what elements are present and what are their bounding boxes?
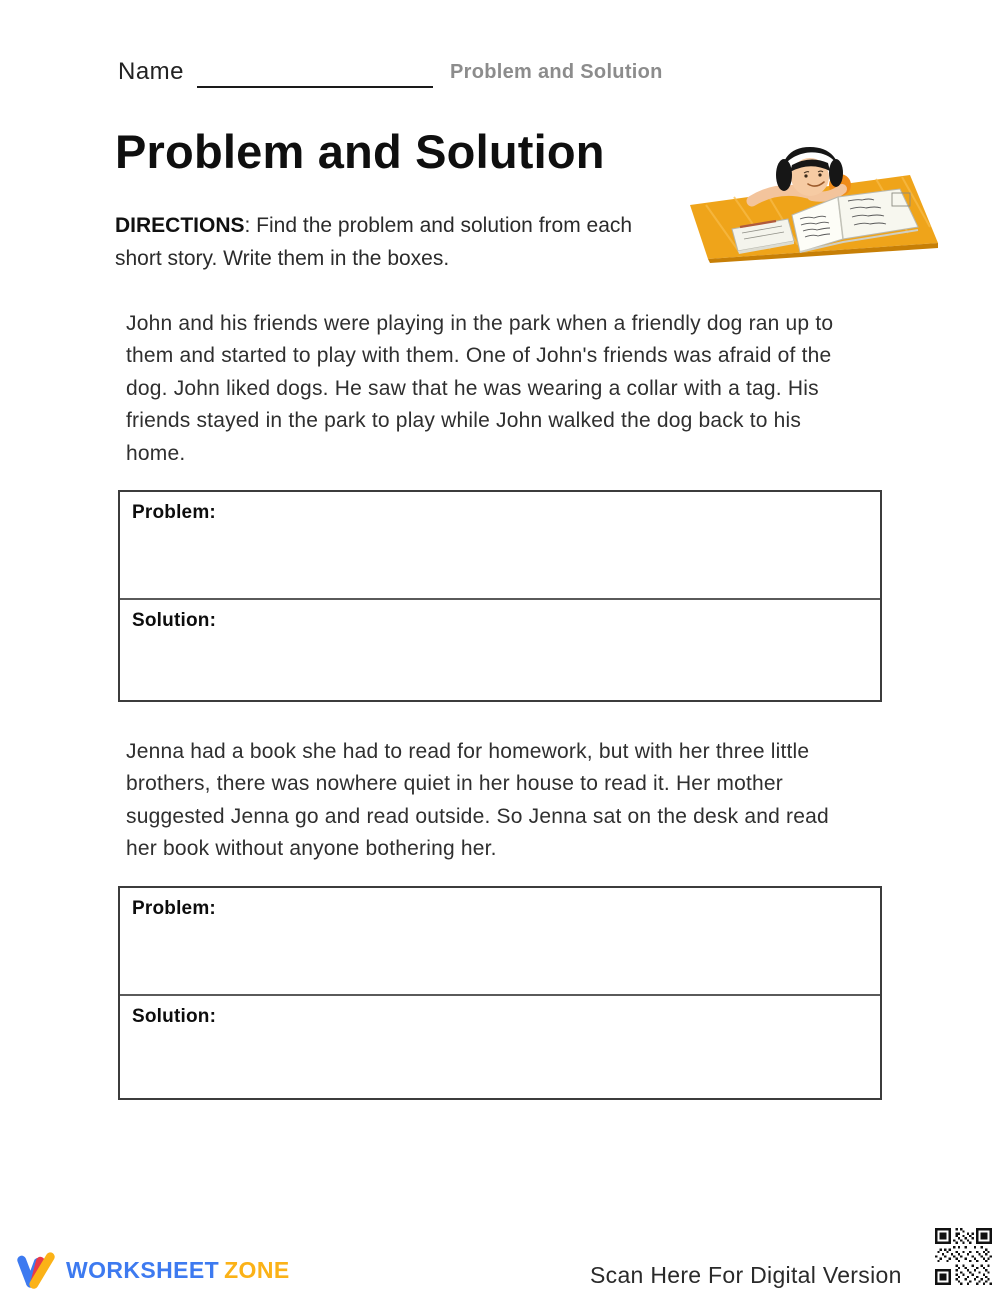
- name-label: Name: [118, 58, 185, 85]
- problem-write-area-1[interactable]: [132, 524, 868, 588]
- logo-word-worksheet: WORKSHEET: [66, 1256, 220, 1283]
- problem-solution-box-1: [118, 490, 882, 702]
- worksheet-topic-label: Problem and Solution: [450, 61, 663, 83]
- story-paragraph-2: Jenna had a book she had to read for homework, but with her three little brothers, there was nowhere quiet in her house to read it. Her mother suggested Jenna go and read outside. So Jenna sat on the desk and read her book without anyone bothering her.: [126, 740, 829, 861]
- solution-section-2: [120, 996, 880, 1098]
- directions-label: DIRECTIONS: [115, 214, 245, 237]
- problem-section-1: [120, 492, 880, 600]
- problem-write-area-2[interactable]: [132, 920, 868, 984]
- solution-label: Solution:: [132, 610, 217, 631]
- scan-here-text: Scan Here For Digital Version: [590, 1262, 902, 1288]
- logo-word-zone: ZONE: [224, 1256, 290, 1283]
- solution-section-1: [120, 600, 880, 700]
- page-title: Problem and Solution: [115, 125, 605, 178]
- worksheet-zone-logo: [14, 1248, 290, 1292]
- logo-text: [66, 1257, 290, 1284]
- qr-code-icon: [935, 1228, 992, 1285]
- name-write-line[interactable]: [197, 86, 433, 88]
- directions-text: [115, 209, 635, 275]
- worksheet-zone-logo-icon: [14, 1248, 58, 1292]
- directions-body: : Find the problem and solution from each short story. Write them in the boxes.: [115, 214, 633, 270]
- problem-solution-box-2: [118, 886, 882, 1100]
- solution-write-area-1[interactable]: [132, 632, 868, 690]
- problem-section-2: [120, 888, 880, 996]
- child-reading-illustration: [680, 135, 950, 265]
- problem-label: Problem:: [132, 502, 216, 523]
- solution-write-area-2[interactable]: [132, 1028, 868, 1088]
- solution-label: Solution:: [132, 1006, 217, 1027]
- problem-label: Problem:: [132, 898, 216, 919]
- story-paragraph-1: John and his friends were playing in the park when a friendly dog ran up to them and started to play with them. One of John's friends was afraid of the dog. John liked dogs. He saw that he was wearing a collar with a tag. His friends stayed in the park to play while John walked the dog back to his home.: [126, 312, 834, 465]
